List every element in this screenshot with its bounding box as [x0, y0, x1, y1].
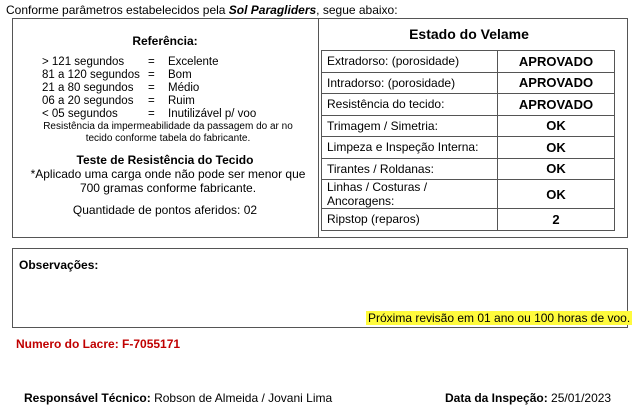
- reference-row: [42, 108, 302, 120]
- status-value: OK: [498, 115, 615, 137]
- reference-label: Bom: [168, 69, 192, 81]
- reference-equals: =: [148, 108, 155, 120]
- table-row: [322, 180, 615, 209]
- reference-range: 81 a 120 segundos: [42, 69, 140, 81]
- intro-prefix: Conforme parâmetros estabelecidos pela: [6, 3, 229, 17]
- reference-equals: =: [148, 82, 155, 94]
- status-value: OK: [498, 137, 615, 159]
- reference-row: [42, 56, 302, 68]
- status-value: APROVADO: [498, 72, 615, 94]
- reference-label: Inutilizável p/ voo: [168, 108, 257, 120]
- status-item: Limpeza e Inspeção Interna:: [322, 137, 498, 159]
- reference-row: [42, 69, 302, 81]
- panel-divider: [318, 18, 319, 238]
- reference-row: [42, 95, 302, 107]
- status-table: [321, 50, 615, 231]
- status-value: 2: [498, 209, 615, 231]
- status-item: Resistência do tecido:: [322, 94, 498, 116]
- inspection-date-line: [445, 391, 611, 405]
- inspection-date-label: Data da Inspeção:: [445, 391, 548, 405]
- test-count: Quantidade de pontos aferidos: 02: [72, 203, 258, 217]
- status-value: APROVADO: [498, 51, 615, 73]
- status-item: Intradorso: (porosidade): [322, 72, 498, 94]
- status-value: OK: [498, 158, 615, 180]
- observations-label: Observações:: [19, 258, 99, 272]
- reference-title: Referência:: [132, 34, 198, 48]
- reference-range: 21 a 80 segundos: [42, 82, 134, 94]
- intro-text: [6, 3, 398, 17]
- table-row: [322, 209, 615, 231]
- test-title: Teste de Resistência do Tecido: [76, 153, 254, 167]
- observations-note: Próxima revisão em 01 ano ou 100 horas de voo.: [368, 311, 631, 325]
- reference-range: 06 a 20 segundos: [42, 95, 134, 107]
- table-row: [322, 94, 615, 116]
- brand-name: Sol Paragliders: [228, 3, 317, 17]
- reference-range: < 05 segundos: [42, 108, 118, 120]
- technician-value: Robson de Almeida / Jovani Lima: [154, 391, 333, 405]
- table-row: [322, 137, 615, 159]
- status-value: APROVADO: [498, 94, 615, 116]
- status-item: Ripstop (reparos): [322, 209, 498, 231]
- reference-equals: =: [148, 95, 155, 107]
- reference-note: Resistência da impermeabilidade da passagem do ar no tecido conforme tabela do fabricante.: [43, 121, 293, 144]
- reference-equals: =: [148, 69, 155, 81]
- inspection-date-value: 25/01/2023: [551, 391, 612, 405]
- reference-label: Excelente: [168, 56, 219, 68]
- reference-equals: =: [148, 56, 155, 68]
- table-row: [322, 51, 615, 73]
- technician-line: [24, 391, 332, 405]
- seal-number: Numero do Lacre: F-7055171: [16, 337, 181, 351]
- table-row: [322, 115, 615, 137]
- reference-label: Médio: [168, 82, 200, 94]
- table-row: [322, 158, 615, 180]
- technician-label: Responsável Técnico:: [24, 391, 151, 405]
- status-item: Trimagem / Simetria:: [322, 115, 498, 137]
- reference-label: Ruim: [168, 95, 195, 107]
- status-value: OK: [498, 180, 615, 209]
- reference-row: [42, 82, 302, 94]
- status-item: Linhas / Costuras / Ancoragens:: [322, 180, 498, 209]
- status-item: Tirantes / Roldanas:: [322, 158, 498, 180]
- status-title: Estado do Velame: [409, 26, 529, 42]
- status-item: Extradorso: (porosidade): [322, 51, 498, 73]
- intro-suffix: , segue abaixo:: [316, 3, 398, 17]
- reference-range: > 121 segundos: [42, 56, 125, 68]
- test-description: *Aplicado uma carga onde não pode ser menor que 700 gramas conforme fabricante.: [30, 167, 306, 195]
- table-row: [322, 72, 615, 94]
